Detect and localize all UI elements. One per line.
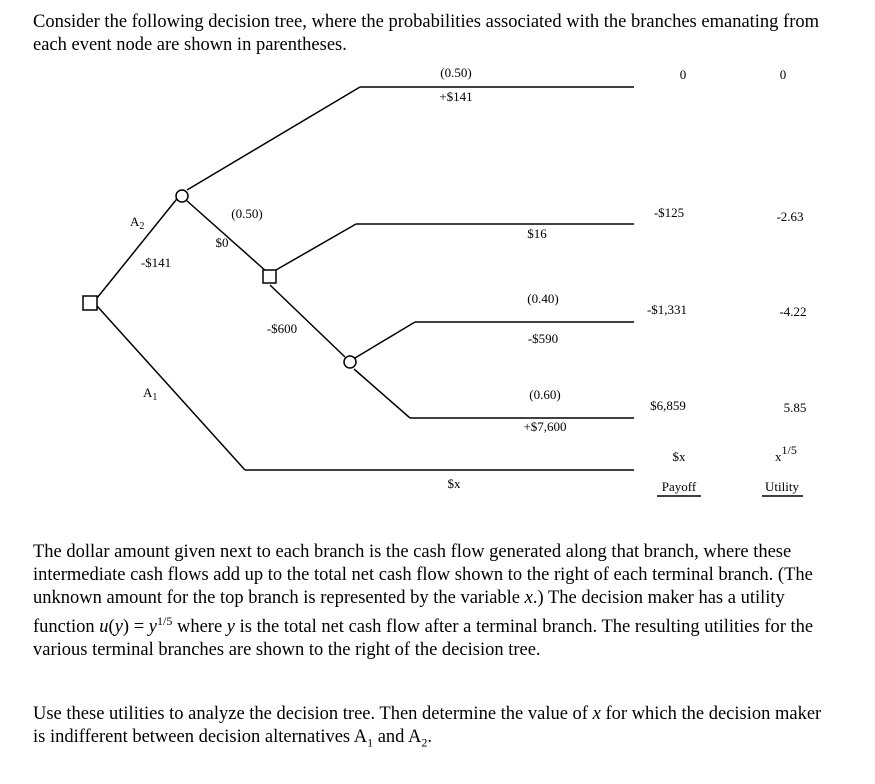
sub-upper-utility: -2.63: [776, 209, 804, 224]
utility-header: Utility: [765, 479, 799, 494]
event-upper-payoff: -$1,331: [646, 302, 688, 317]
top-branch-payoff: 0: [679, 67, 687, 82]
top-branch-probability: (0.50): [440, 65, 472, 80]
intro-text: Consider the following decision tree, where the probabilities associated with the branches emanating from each event node are shown in parentheses.: [33, 12, 820, 55]
alternative-a2-label: $A_2$: [130, 214, 145, 232]
explanation-text: The dollar amount given next to each branch is the cash flow generated along that branch, where these intermediate cash flows add up to the total net cash flow shown to the right of each terminal branch. (The unknown amount for the top branch is represented by the variable x.) The decision maker has a utility function $u(y) = y^{1/5}$ where y is the total net cash flow after a terminal branch. The resulting utilities for the various terminal branches are shown to the right of the decision tree.: [33, 542, 814, 661]
event-lower-probability: (0.60): [529, 387, 561, 402]
task-text: Use these utilities to analyze the decision tree. Then determine the value of x for which the decision maker is indifferent between decision alternatives $A_1$ and $A_2$.: [33, 704, 822, 750]
event-lower-utility: 5.85: [783, 400, 807, 415]
sub-lower-cash: -$600: [266, 321, 298, 336]
a1-branch-payoff: $x: [672, 449, 686, 464]
a1-branch-cash: $x: [447, 476, 461, 491]
event-lower-cash: +$7,600: [523, 419, 567, 434]
a1-branch-utility: x1/5: [775, 443, 797, 464]
event-node-2: [344, 356, 356, 368]
sub-upper-cash: $16: [527, 226, 547, 241]
branch-a1: [97, 306, 245, 470]
event-upper-probability: (0.40): [527, 291, 559, 306]
mid-branch-probability: (0.50): [231, 206, 263, 221]
root-decision-node: [83, 296, 97, 310]
event-lower-payoff: $6,859: [650, 398, 686, 413]
branch-sub-upper: [276, 224, 356, 270]
mid-branch-cash: $0: [215, 235, 229, 250]
payoff-header: Payoff: [661, 479, 697, 494]
event-upper-cash: -$590: [527, 331, 559, 346]
sub-decision-node: [263, 270, 276, 283]
branch-event-lower: [354, 369, 410, 418]
event-upper-utility: -4.22: [779, 304, 807, 319]
alternative-a2-cash: -$141: [140, 255, 172, 270]
alternative-a1-label: $A_1$: [143, 385, 158, 403]
event-node-1: [176, 190, 188, 202]
sub-upper-payoff: -$125: [653, 205, 685, 220]
branch-event-upper: [355, 322, 415, 358]
top-branch-utility: 0: [779, 67, 787, 82]
branch-a2: [97, 195, 180, 298]
branch-top: [187, 87, 360, 190]
top-branch-cash: +$141: [439, 89, 473, 104]
